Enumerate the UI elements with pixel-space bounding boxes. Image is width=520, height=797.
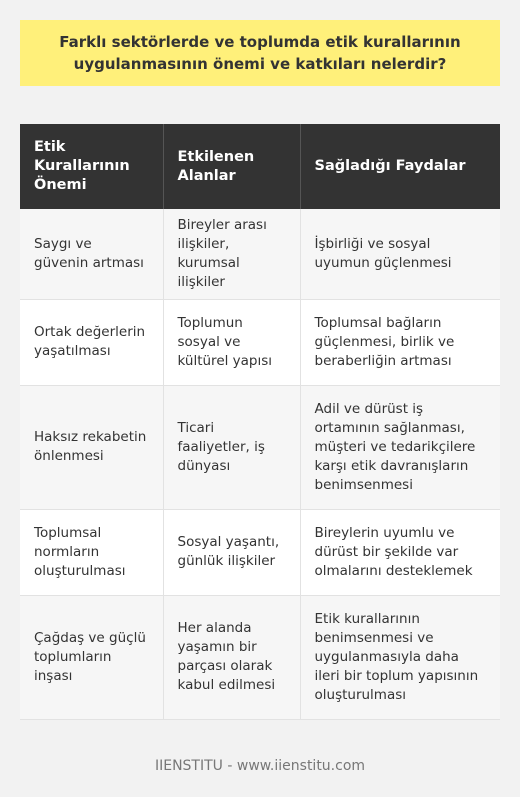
footer-credit: IIENSTITU - www.iienstitu.com <box>154 758 366 774</box>
cell-benefits: Bireylerin uyumlu ve dürüst bir şekilde var olmalarını desteklemek <box>300 509 500 595</box>
header-importance: Etik Kurallarının Önemi <box>20 124 163 209</box>
table-row <box>20 385 500 509</box>
cell-affected-areas: Ticari faaliyetler, iş dünyası <box>163 385 300 509</box>
table-header-row <box>20 124 500 209</box>
cell-importance: Çağdaş ve güçlü toplumların inşası <box>20 595 163 719</box>
cell-affected-areas: Bireyler arası ilişkiler, kurumsal ilişkiler <box>163 209 300 299</box>
cell-importance: Ortak değerlerin yaşatılması <box>20 299 163 385</box>
cell-benefits: Toplumsal bağların güçlenmesi, birlik ve beraberliğin artması <box>300 299 500 385</box>
cell-affected-areas: Toplumun sosyal ve kültürel yapısı <box>163 299 300 385</box>
cell-affected-areas: Her alanda yaşamın bir parçası olarak kabul edilmesi <box>163 595 300 719</box>
header-benefits: Sağladığı Faydalar <box>300 124 500 209</box>
header-affected-areas: Etkilenen Alanlar <box>163 124 300 209</box>
table-row <box>20 509 500 595</box>
table-row <box>20 299 500 385</box>
cell-importance: Toplumsal normların oluşturulması <box>20 509 163 595</box>
cell-benefits: İşbirliği ve sosyal uyumun güçlenmesi <box>300 209 500 299</box>
cell-affected-areas: Sosyal yaşantı, günlük ilişkiler <box>163 509 300 595</box>
page-title: Farklı sektörlerde ve toplumda etik kurallarının uygulanmasının önemi ve katkıları nelerdir? <box>20 20 500 86</box>
ethics-table <box>20 124 500 720</box>
cell-importance: Saygı ve güvenin artması <box>20 209 163 299</box>
cell-benefits: Adil ve dürüst iş ortamının sağlanması, müşteri ve tedarikçilere karşı etik davranışların benimsenmesi <box>300 385 500 509</box>
table-row <box>20 209 500 299</box>
table-row <box>20 595 500 719</box>
cell-importance: Haksız rekabetin önlenmesi <box>20 385 163 509</box>
cell-benefits: Etik kurallarının benimsenmesi ve uygulanmasıyla daha ileri bir toplum yapısının oluşturulması <box>300 595 500 719</box>
